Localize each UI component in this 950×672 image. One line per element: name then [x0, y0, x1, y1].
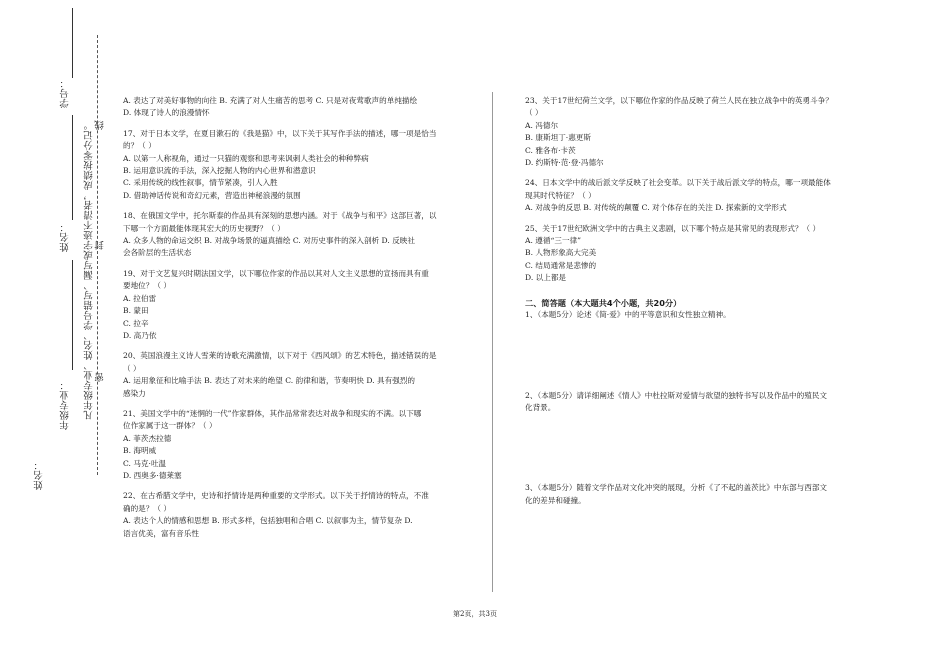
short-answer-1: 1、（本题5分）论述《简·爱》中的平等意识和女性独立精神。	[525, 310, 731, 320]
question-17: 17、对于日本文学，在夏目漱石的《我是猫》中，以下关于其写作手法的描述，哪一项是恰当	[123, 128, 437, 138]
text-line: A. 遵循“三一律”	[525, 236, 582, 246]
left-column	[123, 95, 483, 540]
text-line: 确的是？（ ）	[123, 503, 171, 513]
page-footer: 第2页，共3页	[453, 610, 497, 618]
text-line: B. 海明威	[123, 446, 157, 456]
short-answer-3: 3、（本题5分）随着文学作品对文化冲突的展现，分析《了不起的盖茨比》中东部与西部文	[525, 483, 828, 493]
text-line: C. 马克·吐温	[123, 458, 167, 468]
text-line: 感染力	[123, 388, 146, 398]
question-22: 22、在古希腊文学中，史诗和抒情诗是两种重要的文学形式。以下关于抒情诗的特点，不准	[123, 491, 429, 501]
text-line: D. 高乃依	[123, 330, 157, 340]
text-line: A. 以第一人称视角，通过一只猫的观察和思考来讽刺人类社会的种种弊病	[123, 153, 369, 163]
question-21: 21、美国文学中的“迷惘的一代”作家群体，其作品常常表达对战争和现实的不满。以下哪	[123, 408, 422, 418]
text-line: C. 结局通常是悲惨的	[525, 260, 597, 270]
text-line: A. 对战争的反思 B. 对传统的颠覆 C. 对个体存在的关注 D. 探索新的文学形式	[525, 203, 787, 213]
text-line: 位作家属于这一群体？（ ）	[123, 421, 217, 431]
short-answer-2: 2、（本题5分）请详细阐述《情人》中杜拉斯对爱情与欲望的独特书写以及作品中的殖民文	[525, 390, 828, 400]
student-id-label: 学号：	[60, 78, 71, 108]
text-line: A. 表达个人的情感和思想 B. 形式多样，包括独唱和合唱 C. 以叙事为主，情节复杂 D.	[123, 516, 413, 526]
question-23: 23、关于17世纪荷兰文学，以下哪位作家的作品反映了荷兰人民在独立战争中的英勇斗争？	[525, 96, 833, 105]
text-line: C. 采用传统的线性叙事，情节紧凑，引人入胜	[123, 178, 278, 188]
text-line: 语言优美，富有音乐性	[123, 528, 199, 538]
question-24: 24、日本文学中的战后派文学反映了社会变革。以下关于战后派文学的特点，哪一项最能体	[525, 178, 831, 188]
text-line: （ ）	[123, 363, 141, 373]
text-line: B. 人物形象高大完美	[525, 248, 597, 258]
section-title: 二、简答题（本大题共4个小题，共20分）	[525, 297, 682, 308]
text-line: A. 众多人物的命运交织 B. 对战争场景的逼真描绘 C. 对历史事件的深入剖析 D. 反映社	[123, 236, 415, 246]
grade-major-line	[72, 260, 73, 370]
name-line	[72, 115, 73, 220]
seal-dashed-line	[97, 35, 98, 475]
text-line: A. 表达了对美好事物的向往 B. 充满了对人生痛苦的思考 C. 只是对夜莺歌声的单纯描绘	[123, 96, 418, 105]
text-line: B. 蒙田	[123, 306, 149, 316]
question-19: 19、对于文艺复兴时期法国文学，以下哪位作家的作品以其对人文主义思想的宣扬而具有重	[123, 268, 429, 278]
grade-major-label: 年级专业：	[60, 380, 71, 430]
question-18: 18、在俄国文学中，托尔斯泰的作品具有深刻的思想内涵。对于《战争与和平》这部巨著，以	[123, 211, 437, 221]
text-line: （ ）	[525, 108, 543, 118]
text-line: 化的差异和碰撞。	[525, 495, 586, 505]
text-line: A. 拉伯雷	[123, 293, 157, 303]
text-line: C. 拉辛	[123, 318, 149, 328]
text-line: D. 以上都是	[525, 273, 567, 283]
exam-name-label: 姓名：	[34, 460, 45, 490]
text-line: 会各阶层的生活状态	[123, 248, 192, 258]
column-divider	[492, 92, 493, 592]
name-label: 姓名：	[60, 222, 71, 252]
text-line: D. 借助神话传说和奇幻元素，营造出神秘浪漫的氛围	[123, 190, 301, 200]
line-char: 线	[95, 120, 106, 130]
text-line: D. 体现了诗人的浪漫情怀	[123, 108, 210, 118]
right-column	[525, 95, 895, 507]
text-line: B. 运用意识流的手法，深入挖掘人物的内心世界和潜意识	[123, 166, 316, 176]
text-line: D. 西奥多·德莱塞	[123, 470, 182, 480]
text-line: 的？（ ）	[123, 141, 156, 151]
secret-char: 密	[95, 372, 106, 382]
text-line: 现其时代特征？（ ）	[525, 190, 596, 200]
student-id-line	[72, 8, 73, 78]
text-line: 下哪一个方面最能体现其宏大的历史视野？（ ）	[123, 223, 285, 233]
binding-margin	[0, 0, 110, 672]
text-line: A. 菲茨杰拉德	[123, 433, 172, 443]
question-25: 25、关于17世纪欧洲文学中的古典主义悲剧，以下哪个特点是其常见的表现形式？（ ）	[525, 223, 821, 233]
text-line: B. 康斯坦丁·惠更斯	[525, 133, 591, 143]
question-20: 20、英国浪漫主义诗人雪莱的诗歌充满激情，以下对于《西风颂》的艺术特色，描述错误的是	[123, 351, 437, 361]
text-line: 化背景。	[525, 402, 556, 412]
text-line: A. 冯德尔	[525, 120, 559, 130]
seal-char: 封	[95, 240, 106, 250]
text-line: D. 约斯特·范·登·冯德尔	[525, 158, 604, 168]
text-line: C. 雅各布·卡茨	[525, 145, 576, 155]
text-line: 要地位？（ ）	[123, 281, 171, 291]
text-line: A. 运用象征和比喻手法 B. 表达了对未来的绝望 C. 韵律和谐，节奏明快 D. 具有强烈的	[123, 376, 415, 386]
warning-text: 凡年级专业、姓名、学号错写、漏写或字迹不清者，成绩按零分记。	[84, 120, 95, 420]
